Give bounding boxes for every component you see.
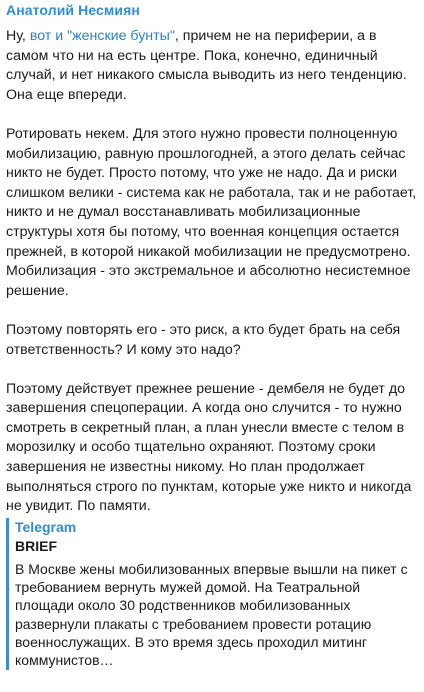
- link-preview-title: BRIEF: [15, 537, 57, 554]
- paragraph-1-prefix: Ну,: [6, 28, 30, 44]
- link-preview[interactable]: [6, 518, 420, 670]
- message-paragraph-1: [6, 27, 420, 105]
- link-preview-description: В Москве жены мобилизованных впервые вышли на пикет с требованием вернуть мужей домой. На Театральной площади около 30 родственников мобилизованных развернули плакаты с требованием провести ротацию военнослужащих. В это время здесь проходил митинг коммунистов…: [15, 560, 408, 669]
- message-paragraph-3: Поэтому повторять его - это риск, а кто будет брать на себя ответственность? И кому это надо?: [6, 321, 401, 358]
- message-author[interactable]: Анатолий Несмиян: [6, 2, 140, 18]
- message-paragraph-4: Поэтому действует прежнее решение - дембеля не будет до завершения спецоперации. А когда оно случится - то нужно смотреть в секретный план, а план унесли вместе с телом в морозилку и особо тщательно охраняют. Поэтому сроки завершения не известны никому. Но план продолжает выполняться строго по пунктам, которые уже никто и никогда не увидит. По памяти.: [6, 380, 412, 515]
- link-zhenskie-bunty[interactable]: "женские бунты": [67, 28, 175, 44]
- message-body: [6, 27, 420, 517]
- link-preview-site-name: Telegram: [15, 518, 77, 535]
- message-paragraph-2: Ротировать некем. Для этого нужно провести полноценную мобилизацию, равную прошлогодней, а этого делать сейчас никто не будет. Просто потому, что уже не надо. Да и риски слишком велики - система как не работала, так и не работает, никто и не думал восстанавливать мобилизационные структуры хотя бы потому, что военная концепция остается прежней, в которой никакой мобилизации не предусмотрено. Мобилизация - это экстремальное и абсолютно несистемное решение.: [6, 125, 417, 299]
- paragraph-1-suffix: , причем не на периферии, а в самом что ни на есть центре. Пока, конечно, единичный случай, и нет никакого смысла выводить из него тенденцию. Она еще впереди.: [6, 28, 407, 103]
- link-vot-i[interactable]: вот и: [29, 28, 64, 44]
